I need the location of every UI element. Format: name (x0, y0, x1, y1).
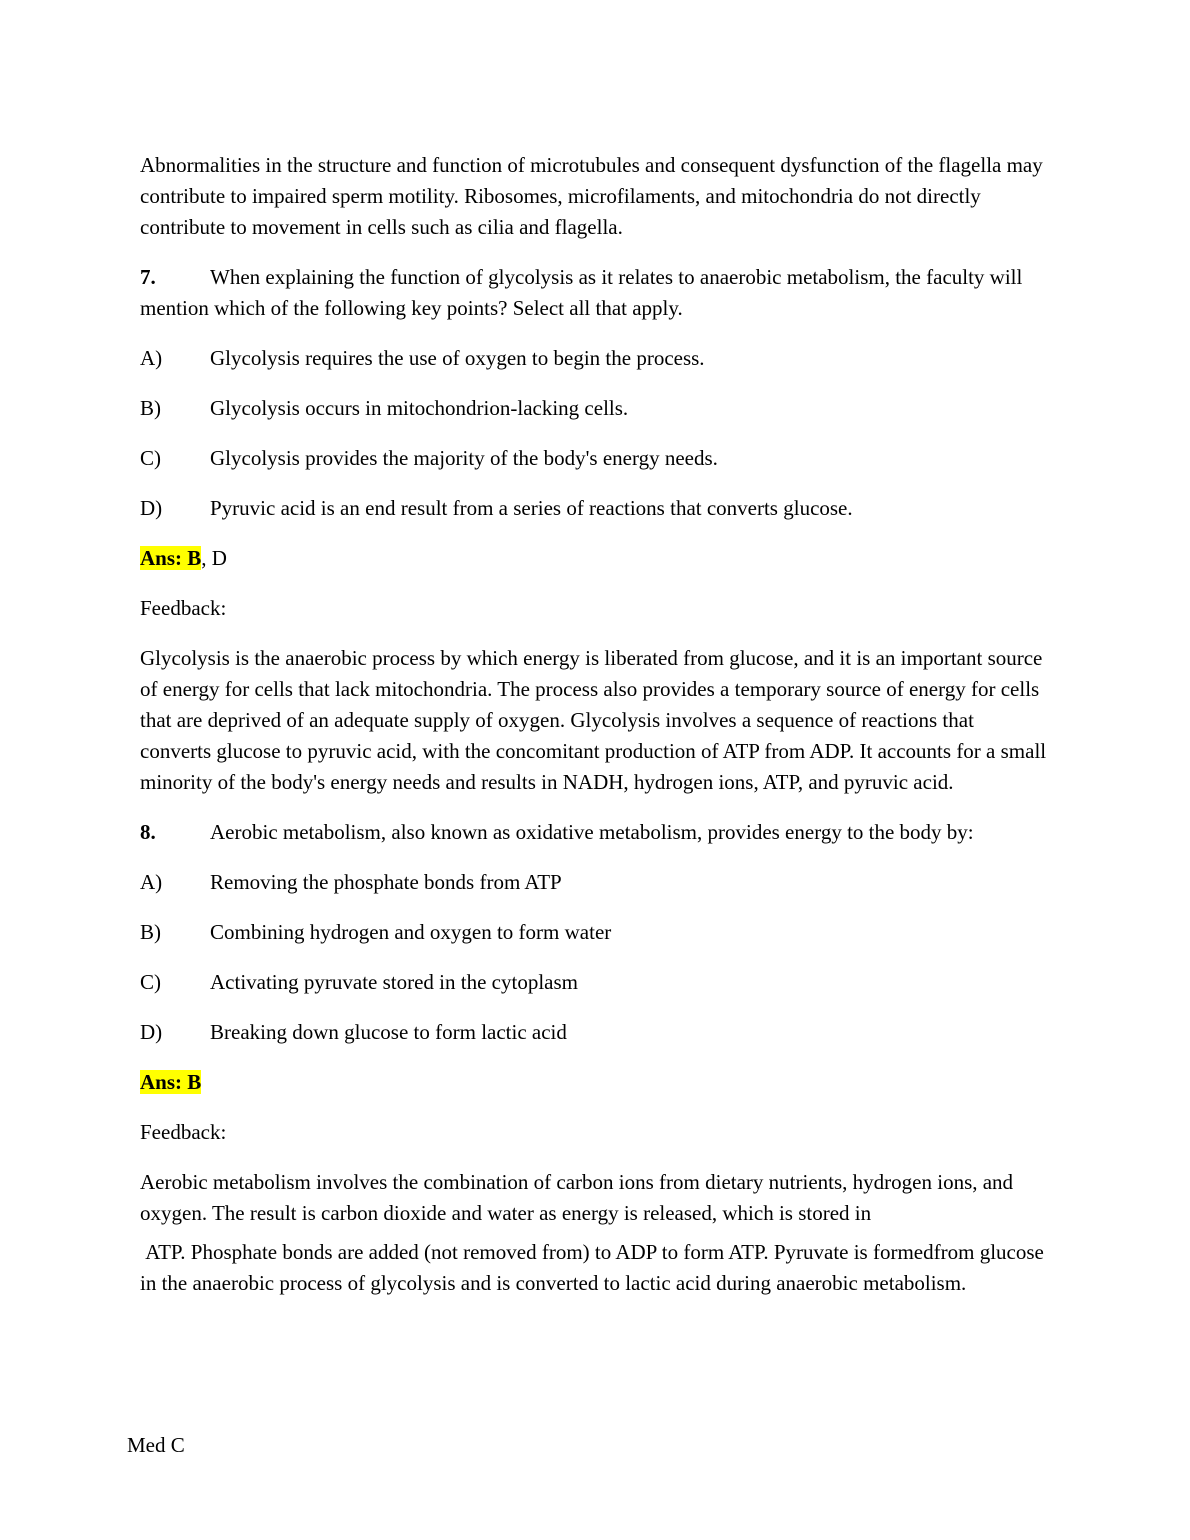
answer-highlight: Ans: B (140, 1070, 202, 1094)
option-text: Pyruvic acid is an end result from a series of reactions that converts glucose. (210, 496, 853, 520)
option-letter: A) (140, 346, 163, 370)
option-letter: C) (140, 970, 161, 994)
feedback-text: Aerobic metabolism involves the combination of carbon ions from dietary nutrients, hydrogen ions, and oxygen. The result is carbon dioxide and water as energy is released, which is stored in (140, 1170, 1014, 1225)
document-page (140, 150, 1050, 1318)
answer-rest: , D (201, 546, 227, 570)
option-letter: D) (140, 496, 163, 520)
option-row (140, 443, 1050, 474)
option-row (140, 1017, 1050, 1048)
feedback-label: Feedback: (140, 1120, 227, 1144)
question-text: Aerobic metabolism, also known as oxidative metabolism, provides energy to the body by: (210, 820, 974, 844)
question-8-stem (140, 817, 1050, 848)
feedback-text: Glycolysis is the anaerobic process by which energy is liberated from glucose, and it is an important source of energy for cells that lack mitochondria. The process also provides a temporary source of energy for cells that are deprived of an adequate supply of oxygen. Glycolysis involves a sequence of reactions that converts glucose to pyruvic acid, with the concomitant production of ATP from ADP. It accounts for a small minority of the body's energy needs and results in NADH, hydrogen ions, ATP, and pyruvic acid. (140, 646, 1047, 794)
option-letter: C) (140, 446, 161, 470)
feedback-label: Feedback: (140, 596, 227, 620)
question-number: 8. (140, 820, 156, 844)
option-row (140, 393, 1050, 424)
answer-line (140, 543, 1050, 574)
option-row (140, 967, 1050, 998)
option-letter: A) (140, 870, 163, 894)
option-row (140, 867, 1050, 898)
question-7-stem (140, 262, 1050, 324)
option-text: Glycolysis requires the use of oxygen to begin the process. (210, 346, 705, 370)
question-text: When explaining the function of glycolysis as it relates to anaerobic metabolism, the faculty will mention which of the following key points? Select all that apply. (140, 265, 1023, 320)
option-letter: B) (140, 920, 161, 944)
question-number: 7. (140, 265, 156, 289)
option-text: Glycolysis provides the majority of the body's energy needs. (210, 446, 718, 470)
option-letter: D) (140, 1020, 163, 1044)
page-footer: Med C (127, 1433, 185, 1457)
option-text: Activating pyruvate stored in the cytoplasm (210, 970, 578, 994)
option-row (140, 343, 1050, 374)
answer-line (140, 1067, 1050, 1098)
option-row (140, 917, 1050, 948)
option-letter: B) (140, 396, 161, 420)
option-text: Combining hydrogen and oxygen to form water (210, 920, 612, 944)
option-text: Breaking down glucose to form lactic acid (210, 1020, 567, 1044)
answer-highlight: Ans: B (140, 546, 202, 570)
option-text: Glycolysis occurs in mitochondrion-lacking cells. (210, 396, 629, 420)
option-text: Removing the phosphate bonds from ATP (210, 870, 562, 894)
feedback-text-continued: ATP. Phosphate bonds are added (not removed from) to ADP to form ATP. Pyruvate is formedfrom glucose in the anaerobic process of glycolysis and is converted to lactic acid during anaerobic metabolism. (140, 1240, 1044, 1295)
intro-paragraph: Abnormalities in the structure and function of microtubules and consequent dysfunction of the flagella may contribute to impaired sperm motility. Ribosomes, microfilaments, and mitochondria do not directly contribute to movement in cells such as cilia and flagella. (140, 153, 1043, 239)
option-row (140, 493, 1050, 524)
